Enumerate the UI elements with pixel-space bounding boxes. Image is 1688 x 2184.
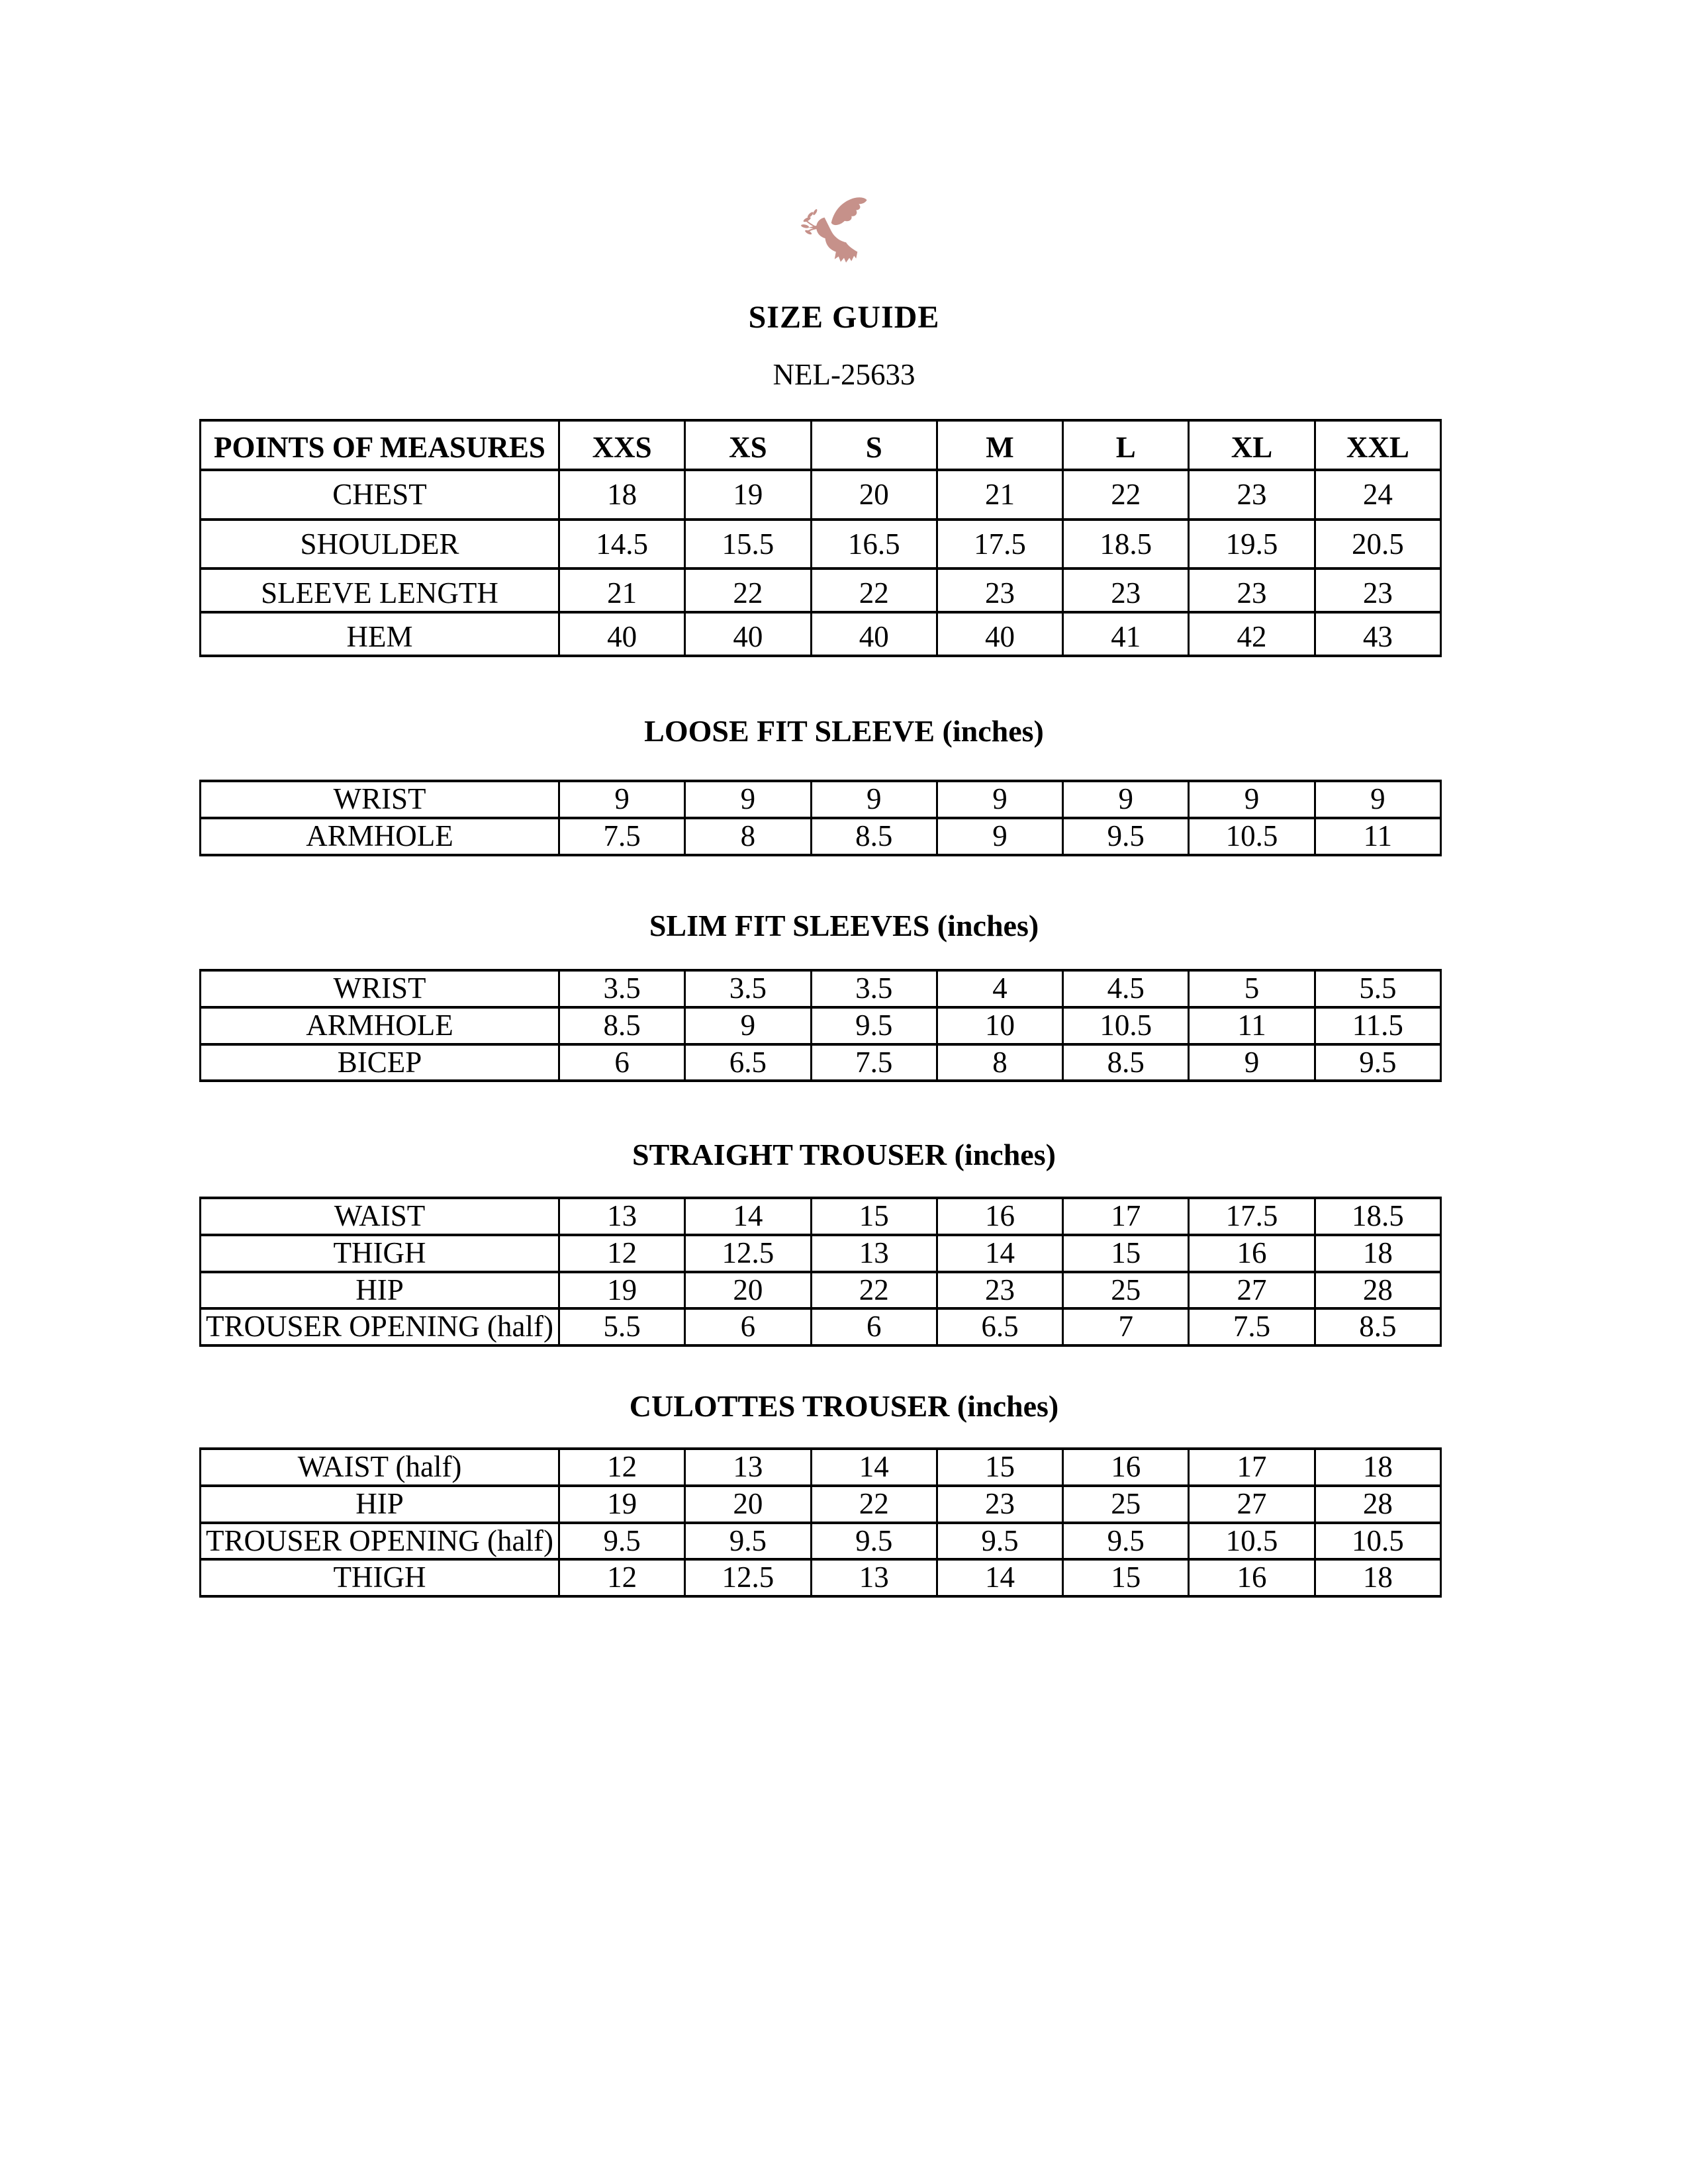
measure-value: 8.5	[811, 818, 937, 855]
measure-value: 9.5	[811, 1523, 937, 1560]
measure-value: 9	[685, 1007, 811, 1044]
size-header: M	[937, 420, 1062, 470]
measure-value: 3.5	[685, 970, 811, 1007]
measure-value: 10.5	[1189, 1523, 1315, 1560]
measure-value: 16	[1189, 1235, 1315, 1272]
dove-with-olive-branch-icon	[800, 195, 888, 270]
measure-value: 4	[937, 970, 1062, 1007]
measure-value: 16	[1189, 1559, 1315, 1596]
measure-value: 40	[937, 612, 1062, 656]
measure-value: 9	[937, 781, 1062, 818]
size-header: XXL	[1315, 420, 1440, 470]
size-header: XL	[1189, 420, 1315, 470]
size-header: L	[1063, 420, 1189, 470]
measure-value: 14.5	[559, 520, 685, 569]
measure-row	[201, 1272, 1441, 1309]
measure-row	[201, 569, 1441, 612]
measure-value: 19	[685, 470, 811, 520]
measure-value: 10	[937, 1007, 1062, 1044]
measure-value: 4.5	[1063, 970, 1189, 1007]
measure-value: 3.5	[811, 970, 937, 1007]
measure-value: 15.5	[685, 520, 811, 569]
measure-label: ARMHOLE	[201, 818, 559, 855]
measure-value: 9.5	[559, 1523, 685, 1560]
brand-logo	[0, 195, 1688, 270]
measure-value: 16	[1063, 1449, 1189, 1486]
measure-value: 28	[1315, 1272, 1440, 1309]
measure-label: HIP	[201, 1486, 559, 1523]
measure-value: 20.5	[1315, 520, 1440, 569]
measure-row	[201, 470, 1441, 520]
measure-value: 41	[1063, 612, 1189, 656]
measure-value: 9	[1063, 781, 1189, 818]
measure-value: 18.5	[1315, 1198, 1440, 1235]
measure-row	[201, 1235, 1441, 1272]
measure-value: 8.5	[1063, 1044, 1189, 1081]
measure-value: 23	[937, 1272, 1062, 1309]
measure-value: 43	[1315, 612, 1440, 656]
measure-value: 18	[1315, 1449, 1440, 1486]
measure-value: 5.5	[559, 1308, 685, 1345]
leaf	[801, 224, 810, 228]
measure-value: 15	[937, 1449, 1062, 1486]
measure-value: 15	[1063, 1559, 1189, 1596]
leaf	[812, 208, 818, 216]
measure-value: 9	[1189, 781, 1315, 818]
measure-value: 13	[685, 1449, 811, 1486]
measure-value: 22	[1063, 470, 1189, 520]
measure-value: 6.5	[937, 1308, 1062, 1345]
corner-label: POINTS OF MEASURES	[201, 420, 559, 470]
measure-label: BICEP	[201, 1044, 559, 1081]
measure-row	[201, 1559, 1441, 1596]
measure-value: 21	[937, 470, 1062, 520]
measure-value: 9.5	[685, 1523, 811, 1560]
straight-trouser-inches-table-slot	[199, 1197, 1442, 1347]
measure-value: 9.5	[1063, 1523, 1189, 1560]
measure-value: 12.5	[685, 1235, 811, 1272]
measure-value: 13	[811, 1235, 937, 1272]
loose-fit-sleeve-inches-table-slot	[199, 780, 1442, 856]
measure-value: 18.5	[1063, 520, 1189, 569]
size-header: XS	[685, 420, 811, 470]
measure-value: 10.5	[1189, 818, 1315, 855]
measure-value: 10.5	[1063, 1007, 1189, 1044]
dove-wing	[831, 197, 867, 225]
measure-value: 42	[1189, 612, 1315, 656]
measure-value: 17	[1063, 1198, 1189, 1235]
measure-value: 15	[1063, 1235, 1189, 1272]
measure-label: WRIST	[201, 781, 559, 818]
measure-value: 8.5	[1315, 1308, 1440, 1345]
measure-label: WRIST	[201, 970, 559, 1007]
measure-value: 24	[1315, 470, 1440, 520]
measure-value: 6	[559, 1044, 685, 1081]
measure-value: 18	[559, 470, 685, 520]
measure-value: 8.5	[559, 1007, 685, 1044]
straight-trouser-inches-title: STRAIGHT TROUSER (inches)	[632, 1138, 1056, 1171]
measure-value: 13	[811, 1559, 937, 1596]
slim-fit-sleeves-inches-table-slot	[199, 969, 1442, 1082]
measure-value: 16.5	[811, 520, 937, 569]
measure-value: 7.5	[1189, 1308, 1315, 1345]
measure-value: 19	[559, 1272, 685, 1309]
size-header: S	[811, 420, 937, 470]
measure-value: 27	[1189, 1272, 1315, 1309]
measure-label: THIGH	[201, 1559, 559, 1596]
measure-value: 11.5	[1315, 1007, 1440, 1044]
measure-row	[201, 1198, 1441, 1235]
measure-value: 17	[1189, 1449, 1315, 1486]
measure-value: 9.5	[811, 1007, 937, 1044]
measure-row	[201, 520, 1441, 569]
measure-value: 5.5	[1315, 970, 1440, 1007]
measure-value: 14	[685, 1198, 811, 1235]
measure-label: WAIST	[201, 1198, 559, 1235]
measure-value: 12	[559, 1449, 685, 1486]
measure-row	[201, 1308, 1441, 1345]
measure-value: 9	[559, 781, 685, 818]
measure-value: 17.5	[1189, 1198, 1315, 1235]
loose-fit-sleeve-inches-title: LOOSE FIT SLEEVE (inches)	[644, 714, 1044, 748]
measure-value: 25	[1063, 1486, 1189, 1523]
measure-value: 7	[1063, 1308, 1189, 1345]
measure-value: 3.5	[559, 970, 685, 1007]
measure-value: 6	[685, 1308, 811, 1345]
measure-value: 23	[1189, 569, 1315, 612]
measure-value: 15	[811, 1198, 937, 1235]
culottes-trouser-inches-table	[199, 1447, 1442, 1598]
measure-row	[201, 612, 1441, 656]
measure-value: 17.5	[937, 520, 1062, 569]
measure-value: 10.5	[1315, 1523, 1440, 1560]
measure-row	[201, 781, 1441, 818]
measure-label: HIP	[201, 1272, 559, 1309]
measure-value: 25	[1063, 1272, 1189, 1309]
measure-value: 6.5	[685, 1044, 811, 1081]
measure-value: 8	[937, 1044, 1062, 1081]
measure-value: 7.5	[559, 818, 685, 855]
measure-row	[201, 970, 1441, 1007]
measure-row	[201, 1523, 1441, 1560]
measure-value: 22	[811, 1486, 937, 1523]
measure-value: 14	[937, 1235, 1062, 1272]
measure-value: 23	[1315, 569, 1440, 612]
measure-value: 23	[937, 569, 1062, 612]
measure-value: 9.5	[1315, 1044, 1440, 1081]
measure-row	[201, 1044, 1441, 1081]
measure-value: 5	[1189, 970, 1315, 1007]
measure-label: THIGH	[201, 1235, 559, 1272]
measure-value: 22	[685, 569, 811, 612]
main-table-slot	[199, 419, 1442, 657]
measure-value: 40	[811, 612, 937, 656]
measure-value: 9	[1315, 781, 1440, 818]
measure-value: 8	[685, 818, 811, 855]
measure-value: 22	[811, 1272, 937, 1309]
size-header: XXS	[559, 420, 685, 470]
measure-label: HEM	[201, 612, 559, 656]
measure-value: 19	[559, 1486, 685, 1523]
loose-fit-sleeve-inches-table	[199, 780, 1442, 856]
measure-value: 11	[1189, 1007, 1315, 1044]
leaf	[807, 211, 814, 218]
measure-value: 9	[811, 781, 937, 818]
size-header-row	[201, 420, 1441, 470]
measure-value: 9	[937, 818, 1062, 855]
measure-row	[201, 1449, 1441, 1486]
measure-value: 12	[559, 1559, 685, 1596]
measure-label: TROUSER OPENING (half)	[201, 1523, 559, 1560]
measure-value: 20	[685, 1272, 811, 1309]
measure-value: 40	[559, 612, 685, 656]
measure-value: 11	[1315, 818, 1440, 855]
measure-value: 18	[1315, 1559, 1440, 1596]
measure-value: 21	[559, 569, 685, 612]
measure-value: 6	[811, 1308, 937, 1345]
measure-value: 16	[937, 1198, 1062, 1235]
culottes-trouser-inches-title: CULOTTES TROUSER (inches)	[629, 1389, 1059, 1423]
measure-label: TROUSER OPENING (half)	[201, 1308, 559, 1345]
slim-fit-sleeves-inches-title: SLIM FIT SLEEVES (inches)	[649, 909, 1039, 942]
measure-value: 28	[1315, 1486, 1440, 1523]
measure-value: 9.5	[937, 1523, 1062, 1560]
measure-value: 9.5	[1063, 818, 1189, 855]
measure-label: WAIST (half)	[201, 1449, 559, 1486]
measure-value: 20	[685, 1486, 811, 1523]
measure-value: 13	[559, 1198, 685, 1235]
measure-value: 23	[1063, 569, 1189, 612]
measure-value: 9	[1189, 1044, 1315, 1081]
measure-value: 22	[811, 569, 937, 612]
measure-row	[201, 1486, 1441, 1523]
measure-value: 14	[937, 1559, 1062, 1596]
style-code: NEL-25633	[773, 358, 915, 391]
measure-row	[201, 818, 1441, 855]
measure-value: 7.5	[811, 1044, 937, 1081]
measure-value: 18	[1315, 1235, 1440, 1272]
measure-value: 20	[811, 470, 937, 520]
measure-value: 12	[559, 1235, 685, 1272]
measure-label: ARMHOLE	[201, 1007, 559, 1044]
measure-label: SHOULDER	[201, 520, 559, 569]
measure-value: 12.5	[685, 1559, 811, 1596]
measure-value: 14	[811, 1449, 937, 1486]
measure-value: 23	[937, 1486, 1062, 1523]
measure-value: 27	[1189, 1486, 1315, 1523]
measure-label: CHEST	[201, 470, 559, 520]
measure-value: 23	[1189, 470, 1315, 520]
measure-value: 40	[685, 612, 811, 656]
straight-trouser-inches-table	[199, 1197, 1442, 1347]
culottes-trouser-inches-table-slot	[199, 1447, 1442, 1598]
measure-value: 9	[685, 781, 811, 818]
measure-row	[201, 1007, 1441, 1044]
measure-value: 19.5	[1189, 520, 1315, 569]
slim-fit-sleeves-inches-table	[199, 969, 1442, 1082]
points-of-measures-table	[199, 419, 1442, 657]
measure-label: SLEEVE LENGTH	[201, 569, 559, 612]
page-title: SIZE GUIDE	[748, 300, 940, 335]
